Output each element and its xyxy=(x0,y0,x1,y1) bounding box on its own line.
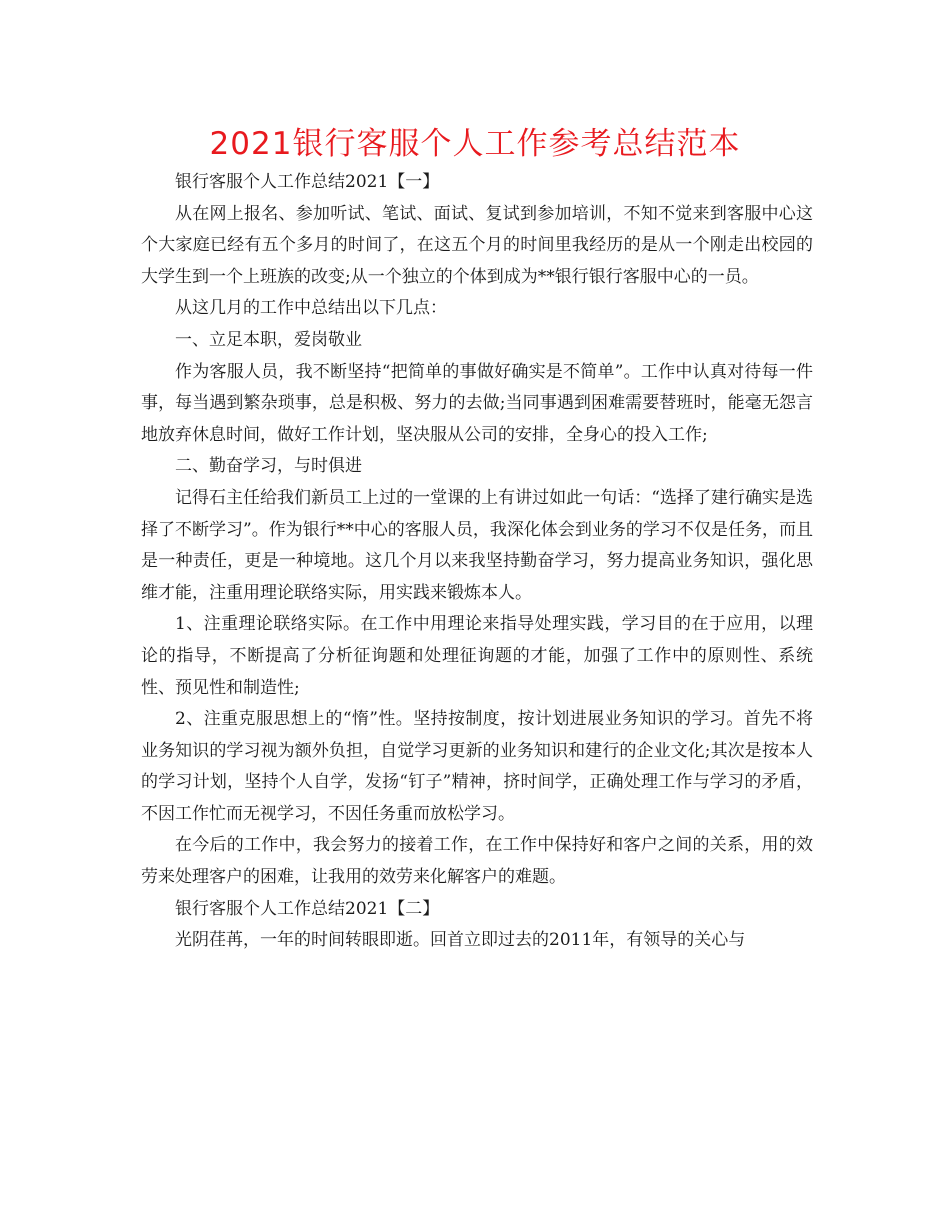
body-paragraph: 从在网上报名、参加听试、笔试、面试、复试到参加培训，不知不觉来到客服中心这个大家庭已经有五个多月的时间了，在这五个月的时间里我经历的是从一个刚走出校园的大学生到一个上班族的改变;从一个独立的个体到成为**银行银行客服中心的一员。 xyxy=(141,203,813,287)
section-heading-one: 银行客服个人工作总结2021【一】 xyxy=(175,172,440,192)
body-paragraph: 1、注重理论联络实际。在工作中用理论来指导处理实践，学习目的在于应用，以理论的指导，不断提高了分析征询题和处理征询题的才能，加强了工作中的原则性、系统性、预见性和制造性; xyxy=(141,614,813,698)
section-heading-two: 银行客服个人工作总结2021【二】 xyxy=(175,898,440,919)
document-body xyxy=(141,167,813,957)
subheading: 二、勤奋学习，与时俱进 xyxy=(175,456,362,477)
body-paragraph: 在今后的工作中，我会努力的接着工作，在工作中保持好和客户之间的关系，用的效劳来处理客户的困难，让我用的效劳来化解客户的难题。 xyxy=(141,835,813,888)
body-paragraph: 从这几月的工作中总结出以下几点： xyxy=(175,298,447,319)
subheading: 一、立足本职，爱岗敬业 xyxy=(175,329,362,350)
body-paragraph: 光阴荏苒，一年的时间转眼即逝。回首立即过去的2011年，有领导的关心与 xyxy=(175,930,746,951)
body-paragraph: 记得石主任给我们新员工上过的一堂课的上有讲过如此一句话：“选择了建行确实是选择了不断学习”。作为银行**中心的客服人员，我深化体会到业务的学习不仅是任务，而且是一种责任，更是一种境地。这几个月以来我坚持勤奋学习，努力提高业务知识，强化思维才能，注重用理论联络实际，用实践来锻炼本人。 xyxy=(141,487,813,603)
body-paragraph: 作为客服人员，我不断坚持“把简单的事做好确实是不简单”。工作中认真对待每一件事，每当遇到繁杂琐事，总是积极、努力的去做;当同事遇到困难需要替班时，能毫无怨言地放弃休息时间，做好工作计划，坚决服从公司的安排，全身心的投入工作; xyxy=(141,361,813,445)
body-paragraph: 2、注重克服思想上的“惰”性。坚持按制度，按计划进展业务知识的学习。首先不将业务知识的学习视为额外负担，自觉学习更新的业务知识和建行的企业文化;其次是按本人的学习计划，坚持个人自学，发扬“钉子”精神，挤时间学，正确处理工作与学习的矛盾，不因工作忙而无视学习，不因任务重而放松学习。 xyxy=(141,709,813,824)
document-title: 2021银行客服个人工作参考总结范本 xyxy=(209,126,741,162)
